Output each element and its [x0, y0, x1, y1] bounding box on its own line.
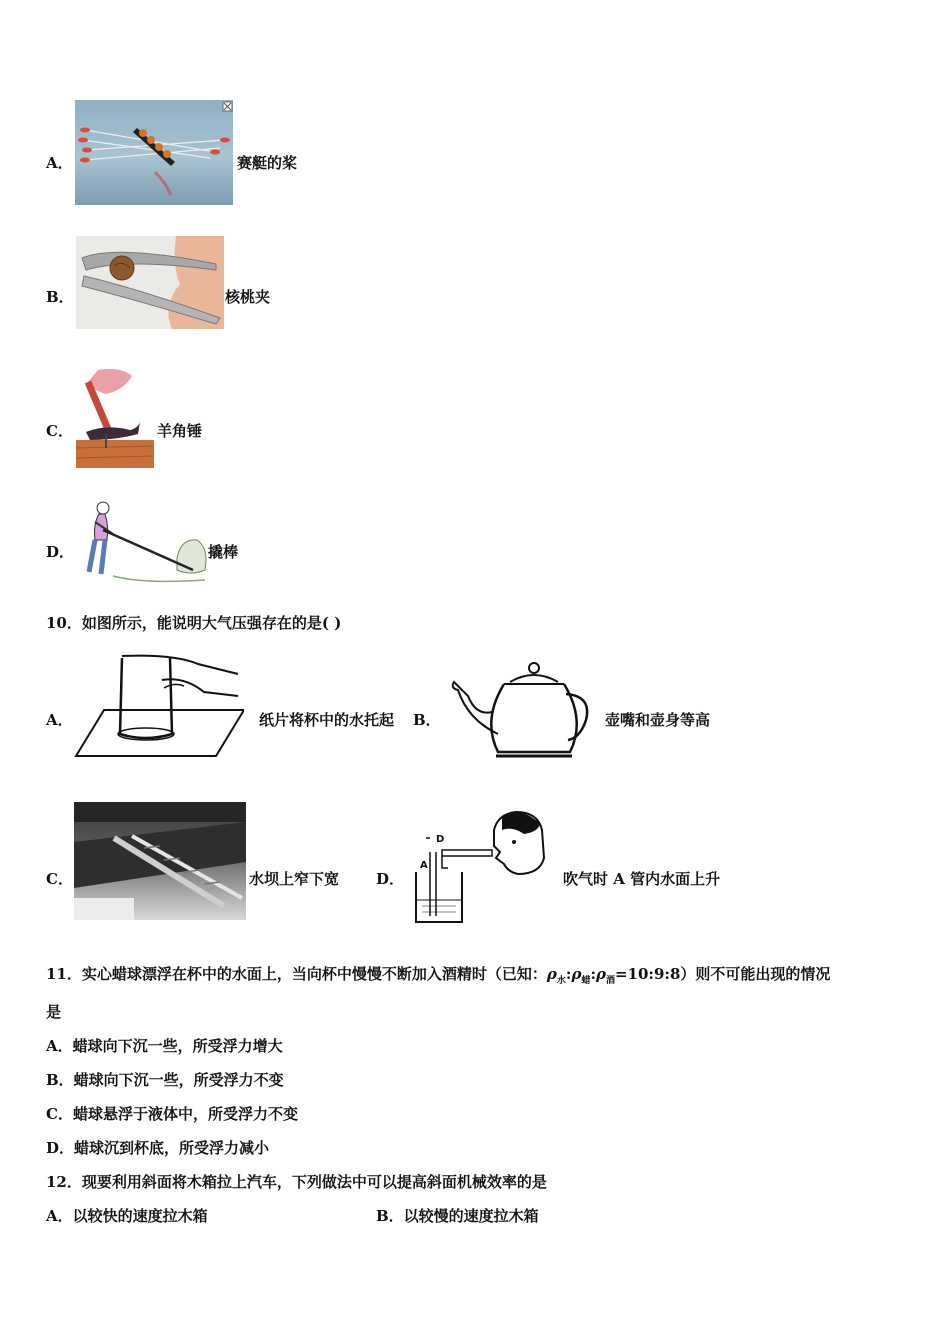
rowing-boat-image — [75, 100, 233, 205]
q9-option-b-letter: B． — [46, 288, 74, 306]
rho-water: ρ — [546, 965, 557, 983]
q9-option-c-caption: 羊角锤 — [157, 422, 203, 440]
q12-stem: 12．现要利用斜面将木箱拉上汽车，下列做法中可以提高斜面机械效率的是 — [46, 1173, 547, 1191]
q10-option-a-letter: A． — [46, 711, 73, 729]
q11-stem-line2: 是 — [46, 1003, 62, 1021]
q11-option-a: A．蜡球向下沉一些，所受浮力增大 — [46, 1037, 283, 1055]
colon-1: : — [565, 965, 572, 983]
q11-option-c: C．蜡球悬浮于液体中，所受浮力不变 — [46, 1105, 298, 1123]
rho-wax: ρ — [571, 965, 582, 983]
claw-hammer-image — [76, 368, 154, 468]
q11-stem-part1: 11．实心蜡球漂浮在杯中的水面上，当向杯中慢慢不断加入酒精时（已知： — [46, 965, 547, 983]
q10-option-a-caption: 纸片将杯中的水托起 — [259, 711, 395, 729]
q12-option-b: B．以较慢的速度拉木箱 — [376, 1207, 539, 1225]
q10-option-b-letter: B． — [413, 711, 441, 729]
teapot-figure — [448, 660, 593, 766]
blowing-tube-figure — [412, 808, 550, 926]
sub-water: 水 — [556, 976, 566, 986]
q11-stem-part2: ）则不可能出现的情况 — [680, 965, 831, 983]
tube-a-label: A — [420, 860, 428, 871]
q9-option-b-caption: 核桃夹 — [225, 288, 271, 306]
ratio: =10:9:8 — [614, 965, 681, 983]
q11-option-d: D．蜡球沉到杯底，所受浮力减小 — [46, 1139, 270, 1157]
q10-option-d-letter: D． — [376, 870, 405, 888]
q9-option-d-letter: D． — [46, 543, 75, 561]
crowbar-image — [73, 500, 208, 590]
q12-option-a: A．以较快的速度拉木箱 — [46, 1207, 208, 1225]
q9-option-a-letter: A． — [46, 154, 73, 172]
paper-cup-figure — [74, 652, 244, 758]
q10-option-c-letter: C． — [46, 870, 73, 888]
q9-option-c-letter: C． — [46, 422, 73, 440]
q10-stem: 10．如图所示，能说明大气压强存在的是( ) — [46, 614, 342, 632]
q10-option-b-caption: 壶嘴和壶身等高 — [605, 711, 711, 729]
dam-photo — [74, 802, 246, 920]
q9-option-a-caption: 赛艇的桨 — [237, 154, 298, 172]
sub-wax: 蜡 — [581, 976, 591, 986]
q10-option-d-caption: 吹气时 A 管内水面上升 — [563, 870, 721, 888]
rho-alcohol: ρ — [595, 965, 606, 983]
q9-option-d-caption: 撬棒 — [208, 543, 239, 561]
q11-option-b: B．蜡球向下沉一些，所受浮力不变 — [46, 1071, 284, 1089]
sub-alcohol: 酒 — [605, 976, 615, 986]
q10-option-c-caption: 水坝上窄下宽 — [249, 870, 340, 888]
q11-stem — [46, 963, 830, 986]
tube-top-label: D — [436, 834, 445, 845]
walnut-cracker-image — [76, 236, 224, 329]
colon-2: : — [590, 965, 596, 983]
